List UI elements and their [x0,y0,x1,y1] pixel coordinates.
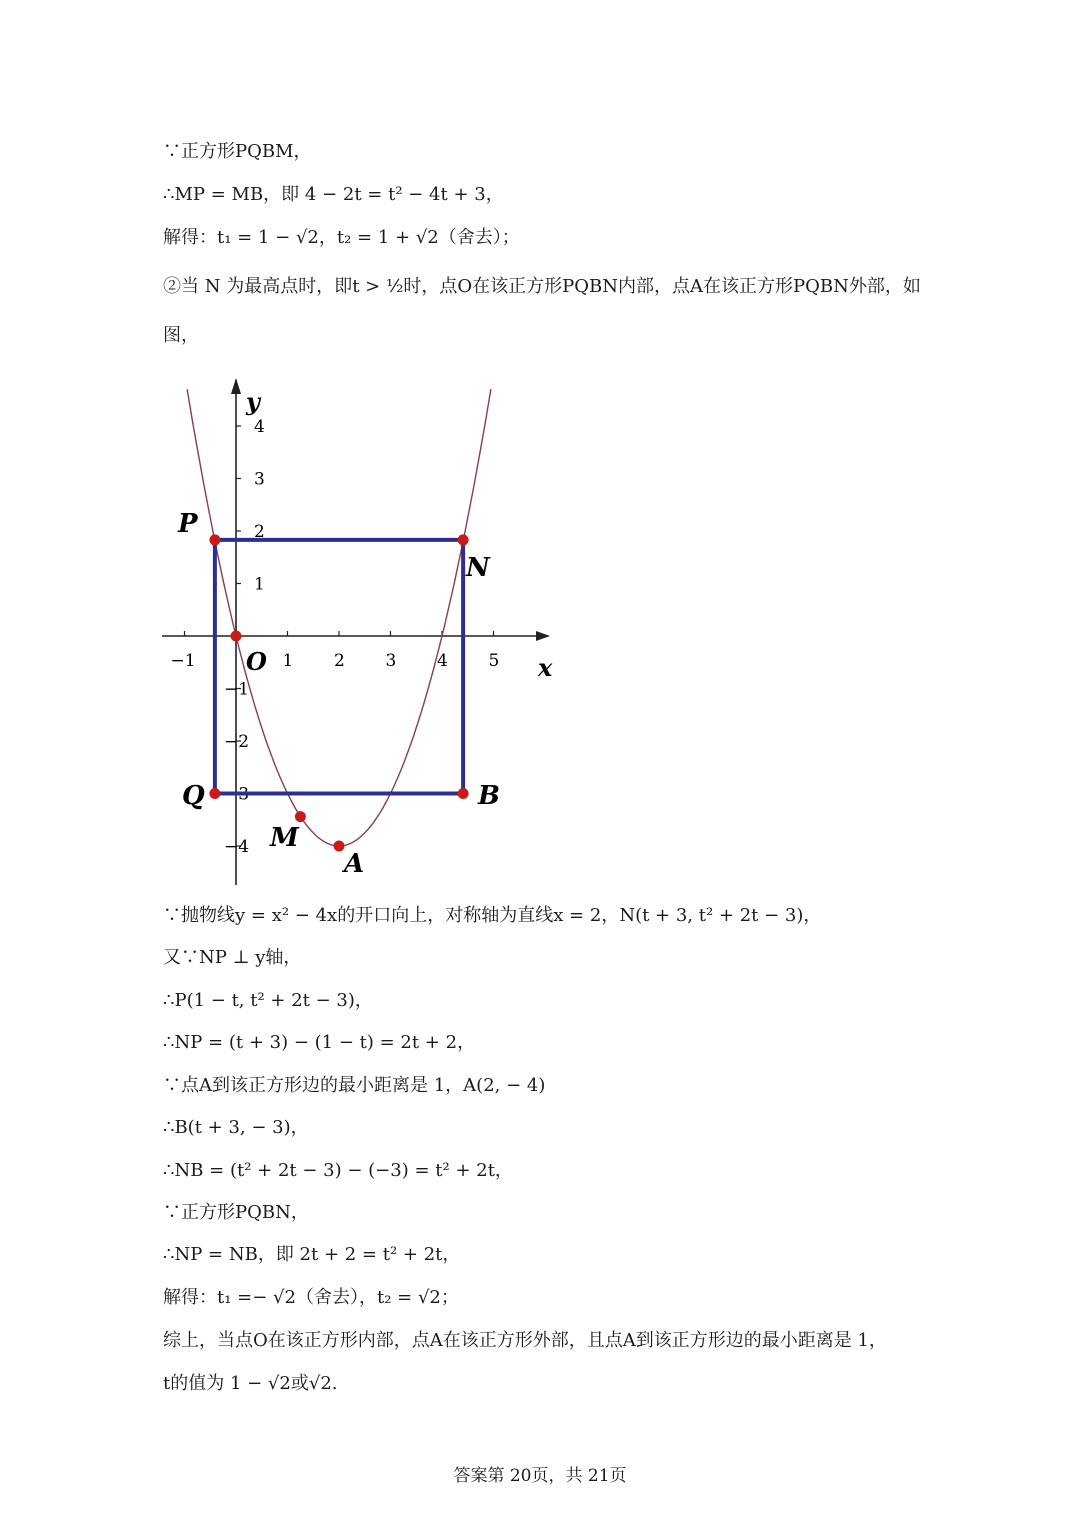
x-axis-label: x [538,653,553,682]
y-tick-label: 2 [254,522,265,542]
solution-line-11: ∴B(t + 3, − 3)， [163,1117,309,1138]
y-tick-label: −3 [224,784,250,805]
solution-line-8: ∴P(1 − t, t² + 2t − 3)， [163,990,373,1011]
y-tick-label: 4 [254,417,265,437]
parabola-curve [187,389,491,846]
solution-line-12: ∴NB = (t² + 2t − 3) − (−3) = t² + 2t， [163,1160,513,1181]
point-label-m: M [270,823,299,853]
solution-line-14: ∴NP = NB，即 2t + 2 = t² + 2t， [163,1244,461,1265]
parabola-square-diagram [150,360,570,890]
y-tick-label: 3 [254,469,265,490]
y-tick-label: −4 [224,837,250,857]
point-label-q: Q [182,781,205,811]
solution-line-10: ∵点A到该正方形边的最小距离是 1，A(2, − 4) [163,1075,546,1096]
x-tick-label: 2 [334,651,345,671]
solution-line-16: 综上，当点O在该正方形内部，点A在该正方形外部，且点A到该正方形边的最小距离是 1， [163,1330,887,1351]
solution-line-1: ∵正方形PQBM， [163,141,312,162]
solution-line-7: 又∵NP ⊥ y轴， [163,947,302,968]
coordinate-figure [150,360,570,890]
point-dot-n [458,534,469,545]
x-tick-label: 4 [437,651,448,671]
solution-line-3: 解得：t₁ = 1 − √2，t₂ = 1 + √2（舍去）； [163,227,520,248]
point-dot-q [209,788,220,799]
origin-label: O [246,647,267,676]
point-dot-b [458,788,469,799]
solution-line-5: 图， [163,325,199,346]
solution-line-17: t的值为 1 − √2或√2. [163,1373,338,1394]
y-tick-label: 1 [254,574,265,595]
axis-tick-labels [171,417,500,857]
point-dot-o [231,631,242,642]
point-dot-a [334,841,345,852]
page-footer: 答案第 20页，共 21页 [453,1466,627,1486]
x-tick-label: 1 [282,651,294,671]
x-tick-label: −1 [170,651,196,671]
solution-line-6: ∵抛物线y = x² − 4x的开口向上，对称轴为直线x = 2，N(t + 3, t² + 2t − 3)， [163,905,822,926]
solution-line-13: ∵正方形PQBN， [163,1202,309,1223]
y-tick-label: −2 [224,732,250,752]
solution-line-15: 解得：t₁ =− √2（舍去），t₂ = √2； [163,1287,459,1308]
x-tick-label: 5 [488,651,500,671]
point-label-p: P [178,509,198,539]
x-axis-arrow [536,631,550,641]
y-tick-label: −1 [224,679,250,700]
point-label-a: A [344,849,365,879]
x-tick-label: 3 [385,651,397,671]
y-axis-arrow [231,378,241,394]
point-dot-p [209,534,220,545]
solution-line-4: ②当 N 为最高点时，即t > ½时，点O在该正方形PQBN内部，点A在该正方形PQBN外部，如 [163,276,921,297]
solution-line-2: ∴MP = MB，即 4 − 2t = t² − 4t + 3， [163,184,504,205]
point-label-n: N [466,553,490,583]
y-axis-label: y [246,387,260,416]
solution-line-9: ∴NP = (t + 3) − (1 − t) = 2t + 2， [163,1032,476,1053]
point-dot-m [295,811,306,822]
point-label-b: B [478,781,500,811]
